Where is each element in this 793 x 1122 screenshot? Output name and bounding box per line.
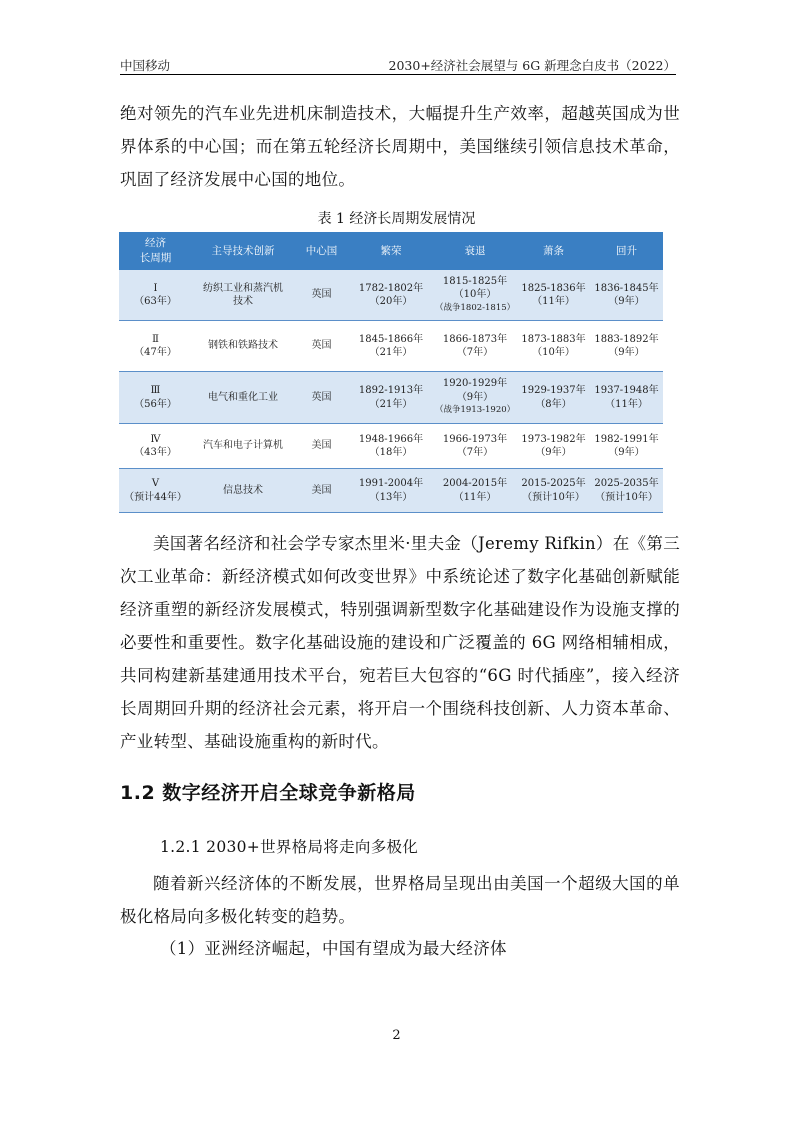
table-caption: 表 1 经济长周期发展情况: [317, 211, 476, 227]
paragraph-multipolar: 随着新兴经济体的不断发展，世界格局呈现出由美国一个超级大国的单极化格局向多极化转变的趋势。: [120, 874, 680, 926]
cell-prosperity: 1782-1802年 （20年）: [349, 270, 433, 321]
header-depression: 萧条: [517, 232, 590, 270]
header-divider: [120, 74, 676, 75]
cell-recovery: 1883-1892年 （9年）: [590, 321, 663, 372]
cell-depression: 1973-1982年 （9年）: [517, 424, 590, 469]
paragraph-intro: 绝对领先的汽车业先进机床制造技术，大幅提升生产效率，超越英国成为世界体系的中心国；而在第五轮经济长周期中，美国继续引领信息技术革命，巩固了经济发展中心国的地位。: [120, 104, 680, 189]
economic-cycle-table: [119, 232, 663, 513]
cell-recovery: 1982-1991年 （9年）: [590, 424, 663, 469]
cell-cycle: Ⅳ （43年）: [119, 424, 192, 469]
header-recovery: 回升: [590, 232, 663, 270]
table-header-row: [119, 232, 663, 270]
table-row: [119, 321, 663, 372]
cell-innovation: 纺织工业和蒸汽机 技术: [192, 270, 294, 321]
cell-depression: 2015-2025年 （预计10年）: [517, 469, 590, 513]
cell-center: 英国: [294, 321, 349, 372]
cell-prosperity: 1845-1866年 （21年）: [349, 321, 433, 372]
cell-cycle: Ⅰ （63年）: [119, 270, 192, 321]
cell-prosperity: 1948-1966年 （18年）: [349, 424, 433, 469]
cell-cycle: Ⅱ （47年）: [119, 321, 192, 372]
cell-innovation: 汽车和电子计算机: [192, 424, 294, 469]
cell-recovery: 1937-1948年 （11年）: [590, 372, 663, 424]
section-heading: 1.2 数字经济开启全球竞争新格局: [120, 782, 416, 804]
cell-innovation: 电气和重化工业: [192, 372, 294, 424]
header-doc-title: 2030+经济社会展望与 6G 新理念白皮书（2022）: [388, 58, 676, 73]
header-innovation: 主导技术创新: [192, 232, 294, 270]
header-center: 中心国: [294, 232, 349, 270]
header-org: 中国移动: [120, 58, 171, 73]
header-recession: 衰退: [433, 232, 517, 270]
cell-depression: 1873-1883年 （10年）: [517, 321, 590, 372]
cell-innovation: 钢铁和铁路技术: [192, 321, 294, 372]
table-row: [119, 270, 663, 321]
header-cycle: 经济 长周期: [119, 232, 192, 270]
table-row: [119, 424, 663, 469]
cell-center: 英国: [294, 270, 349, 321]
table-row: [119, 469, 663, 513]
item-heading: （1）亚洲经济崛起，中国有望成为最大经济体: [160, 939, 507, 958]
cell-depression: 1929-1937年 （8年）: [517, 372, 590, 424]
header-prosperity: 繁荣: [349, 232, 433, 270]
cell-center: 美国: [294, 469, 349, 513]
cell-recovery: 2025-2035年 （预计10年）: [590, 469, 663, 513]
cell-recovery: 1836-1845年 （9年）: [590, 270, 663, 321]
page-header: [120, 52, 676, 74]
cell-prosperity: 1991-2004年 （13年）: [349, 469, 433, 513]
paragraph-rifkin: 美国著名经济和社会学专家杰里米·里夫金（Jeremy Rifkin）在《第三次工业革命：新经济模式如何改变世界》中系统论述了数字化基础创新赋能经济重塑的新经济发展模式，特别强调新型数字化基础建设作为设施支撑的必要性和重要性。数字化基础设施的建设和广泛覆盖的 6G 网络相辅相成，共同构建新基建通用技术平台，宛若巨大包容的“6G 时代插座”，接入经济长周期回升期的经济社会元素，将开启一个围绕科技创新、人力资本革命、产业转型、基础设施重构的新时代。: [120, 534, 680, 751]
cell-cycle: Ⅲ （56年）: [119, 372, 192, 424]
cell-recession: 1866-1873年 （7年）: [433, 321, 517, 372]
cell-prosperity: 1892-1913年 （21年）: [349, 372, 433, 424]
cell-innovation: 信息技术: [192, 469, 294, 513]
cell-recession: 1920-1929年 （9年） （战争1913-1920）: [433, 372, 517, 424]
cell-center: 英国: [294, 372, 349, 424]
page-number: 2: [392, 1028, 401, 1043]
subsection-heading: 1.2.1 2030+世界格局将走向多极化: [160, 838, 419, 856]
table-row: [119, 372, 663, 424]
cell-recession: 1966-1973年 （7年）: [433, 424, 517, 469]
cell-recession: 1815-1825年 （10年） （战争1802-1815）: [433, 270, 517, 321]
cell-recession: 2004-2015年 （11年）: [433, 469, 517, 513]
cell-center: 美国: [294, 424, 349, 469]
cell-depression: 1825-1836年 （11年）: [517, 270, 590, 321]
cell-cycle: Ⅴ （预计44年）: [119, 469, 192, 513]
